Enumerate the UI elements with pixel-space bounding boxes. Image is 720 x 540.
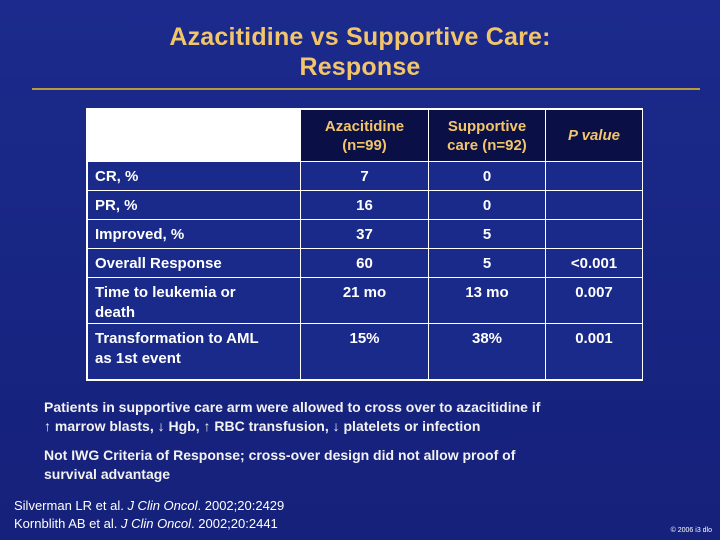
supportive-value: 0 (429, 162, 546, 191)
supportive-value: 13 mo (429, 278, 546, 324)
crossover-note-line1: Patients in supportive care arm were allowed to cross over to azacitidine if (44, 399, 541, 415)
table-row (88, 191, 643, 220)
supportive-value: 5 (429, 249, 546, 278)
table-row (88, 249, 643, 278)
note-text: RBC transfusion, (210, 418, 333, 434)
reference-detail: . 2002;20:2429 (197, 498, 285, 513)
p-value: 0.001 (546, 324, 643, 380)
note-text: platelets or infection (339, 418, 481, 434)
iwg-note (44, 446, 694, 484)
row-label-line2: death (95, 304, 136, 321)
table-row (88, 162, 643, 191)
supportive-value: 38% (429, 324, 546, 380)
up-arrow-icon: ↑ (203, 418, 211, 434)
header-azacitidine (301, 110, 429, 162)
row-label (88, 324, 301, 380)
table-row (88, 324, 643, 380)
row-label-line1: Transformation to AML (95, 330, 259, 347)
header-supportive-care (429, 110, 546, 162)
reference-journal: J Clin Oncol (120, 516, 192, 531)
p-value (546, 162, 643, 191)
table-corner-cell (88, 110, 301, 162)
row-label (88, 278, 301, 324)
p-value (546, 191, 643, 220)
row-label: Improved, % (88, 220, 301, 249)
reference-detail: . 2002;20:2441 (191, 516, 278, 531)
header-azacitidine-line1: Azacitidine (324, 117, 405, 135)
row-label: PR, % (88, 191, 301, 220)
note-text: marrow blasts, (51, 418, 158, 434)
azacitidine-value: 21 mo (301, 278, 429, 324)
azacitidine-value: 7 (301, 162, 429, 191)
response-table (86, 108, 643, 381)
reference-authors: Silverman LR et al. (14, 498, 128, 513)
references (14, 497, 284, 533)
supportive-value: 0 (429, 191, 546, 220)
notes (44, 398, 694, 494)
azacitidine-value: 16 (301, 191, 429, 220)
slide-title (0, 22, 720, 82)
azacitidine-value: 15% (301, 324, 429, 380)
table-header-row (88, 110, 643, 162)
header-supportive-line2: care (n=92) (447, 136, 527, 154)
iwg-note-line1: Not IWG Criteria of Response; cross-over design did not allow proof of (44, 447, 516, 463)
row-label-line2: as 1st event (95, 350, 181, 367)
down-arrow-icon: ↓ (157, 418, 165, 434)
up-arrow-icon: ↑ (44, 418, 51, 434)
down-arrow-icon: ↓ (332, 418, 340, 434)
copyright-text: © 2006 i3 dlo (670, 527, 712, 534)
reference-authors: Kornblith AB et al. (14, 516, 121, 531)
row-label: Overall Response (88, 249, 301, 278)
iwg-note-line2: survival advantage (44, 466, 171, 482)
header-azacitidine-line2: (n=99) (342, 136, 387, 154)
p-value: 0.007 (546, 278, 643, 324)
table-row (88, 278, 643, 324)
slide-title-line2: Response (299, 53, 421, 81)
note-text: Hgb, (164, 418, 204, 434)
supportive-value: 5 (429, 220, 546, 249)
reference-item (14, 497, 284, 515)
row-label-line1: Time to leukemia or (95, 284, 236, 301)
header-p-value: P value (546, 110, 643, 162)
title-divider (32, 88, 700, 90)
slide-title-line1: Azacitidine vs Supportive Care: (169, 23, 551, 51)
p-value (546, 220, 643, 249)
reference-journal: J Clin Oncol (127, 498, 198, 513)
header-supportive-line1: Supportive (447, 117, 527, 135)
reference-item (14, 515, 284, 533)
row-label: CR, % (88, 162, 301, 191)
p-value: <0.001 (546, 249, 643, 278)
crossover-note (44, 398, 694, 436)
table-row (88, 220, 643, 249)
azacitidine-value: 60 (301, 249, 429, 278)
azacitidine-value: 37 (301, 220, 429, 249)
